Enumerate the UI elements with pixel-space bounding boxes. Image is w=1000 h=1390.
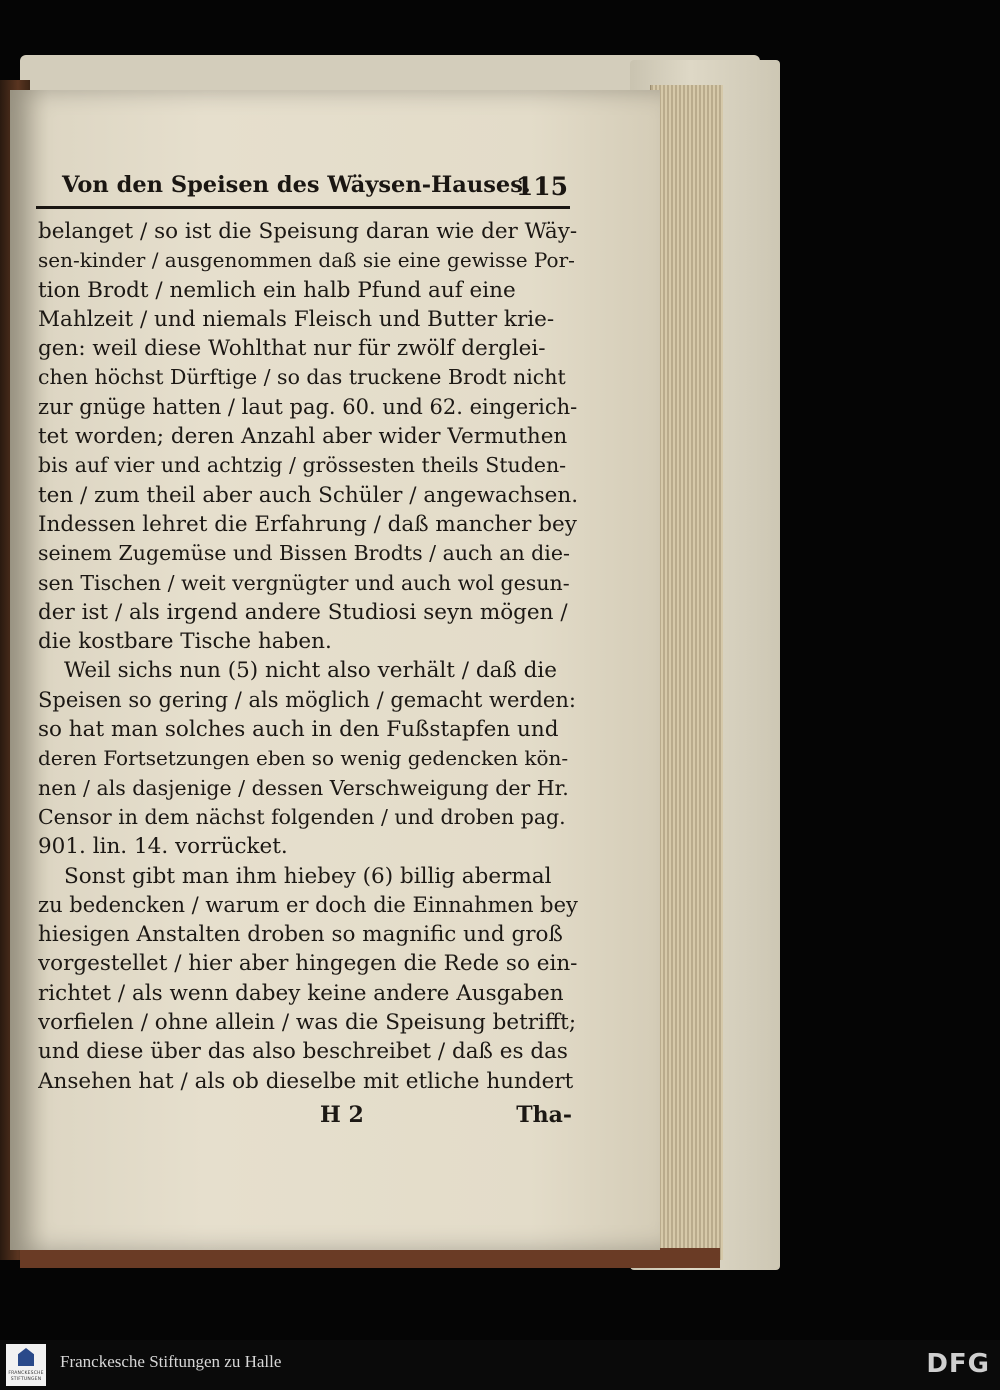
text-line: Weil sichs nun (5) nicht also verhält / daß die xyxy=(64,658,557,684)
text-line: und diese über das also beschreibet / daß es das xyxy=(38,1039,568,1065)
catchword: Tha- xyxy=(516,1102,572,1128)
logo-text: FRANCKESCHE STIFTUNGEN xyxy=(8,1371,44,1382)
book-bottom-edge xyxy=(20,1248,720,1268)
header-rule xyxy=(36,206,570,209)
text-line: Censor in dem nächst folgenden / und droben pag. xyxy=(38,804,566,829)
text-line: bis auf vier und achtzig / grössesten theils Studen- xyxy=(38,453,567,478)
institution-name[interactable]: Franckesche Stiftungen zu Halle xyxy=(60,1352,282,1371)
text-line: 901. lin. 14. vorrücket. xyxy=(38,834,288,860)
text-line: sen Tischen / weit vergnügter und auch wol gesun- xyxy=(38,570,570,595)
running-title: Von den Speisen des Wäysen-Hauses. xyxy=(62,172,531,198)
text-line: gen: weil diese Wohlthat nur für zwölf derglei- xyxy=(38,336,546,362)
building-icon xyxy=(18,1348,34,1366)
text-line: belanget / so ist die Speisung daran wie der Wäy- xyxy=(38,219,578,244)
text-line: tet worden; deren Anzahl aber wider Vermuthen xyxy=(38,424,568,450)
text-line: zu bedencken / warum er doch die Einnahmen bey xyxy=(38,892,578,917)
text-line: Indessen lehret die Erfahrung / daß mancher bey xyxy=(38,511,577,537)
text-line: vorfielen / ohne allein / was die Speisung betrifft; xyxy=(38,1010,577,1036)
text-line: vorgestellet / hier aber hingegen die Rede so ein- xyxy=(38,951,578,977)
text-line: der ist / als irgend andere Studiosi seyn mögen / xyxy=(38,599,568,625)
text-line: sen-kinder / ausgenommen daß sie eine gewisse Por- xyxy=(38,248,575,273)
page-footer-line xyxy=(40,1102,574,1132)
signature-mark: H 2 xyxy=(320,1102,364,1128)
text-line: richtet / als wenn dabey keine andere Ausgaben xyxy=(38,980,564,1006)
text-line: Sonst gibt man ihm hiebey (6) billig abermal xyxy=(64,863,552,889)
body-text xyxy=(38,217,578,1096)
text-line: chen höchst Dürftige / so das truckene Brodt nicht xyxy=(38,365,566,390)
text-line: hiesigen Anstalten droben so magnific und groß xyxy=(38,922,563,948)
text-line: so hat man solches auch in den Fußstapfen und xyxy=(38,717,559,743)
running-header xyxy=(40,170,568,204)
viewer-footer-bar xyxy=(0,1340,1000,1390)
page-edges xyxy=(650,85,723,1260)
text-line: die kostbare Tische haben. xyxy=(38,629,332,655)
text-line: Ansehen hat / als ob dieselbe mit etliche hundert xyxy=(38,1068,574,1094)
text-line: Speisen so gering / als möglich / gemacht werden: xyxy=(38,687,576,712)
text-line: zur gnüge hatten / laut pag. 60. und 62. eingerich- xyxy=(38,394,578,419)
text-line: ten / zum theil aber auch Schüler / angewachsen. xyxy=(38,482,578,508)
text-line: tion Brodt / nemlich ein halb Pfund auf eine xyxy=(38,277,516,303)
text-line: seinem Zugemüse und Bissen Brodts / auch an die- xyxy=(38,541,570,566)
page-number: 115 xyxy=(515,172,568,201)
text-line: deren Fortsetzungen eben so wenig gedencken kön- xyxy=(38,746,569,771)
dfg-logo[interactable]: DFG xyxy=(926,1349,990,1379)
text-line: Mahlzeit / und niemals Fleisch und Butter krie- xyxy=(38,306,555,332)
text-line: nen / als dasjenige / dessen Verschweigung der Hr. xyxy=(38,775,569,800)
franckesche-stiftungen-logo[interactable] xyxy=(6,1344,46,1386)
